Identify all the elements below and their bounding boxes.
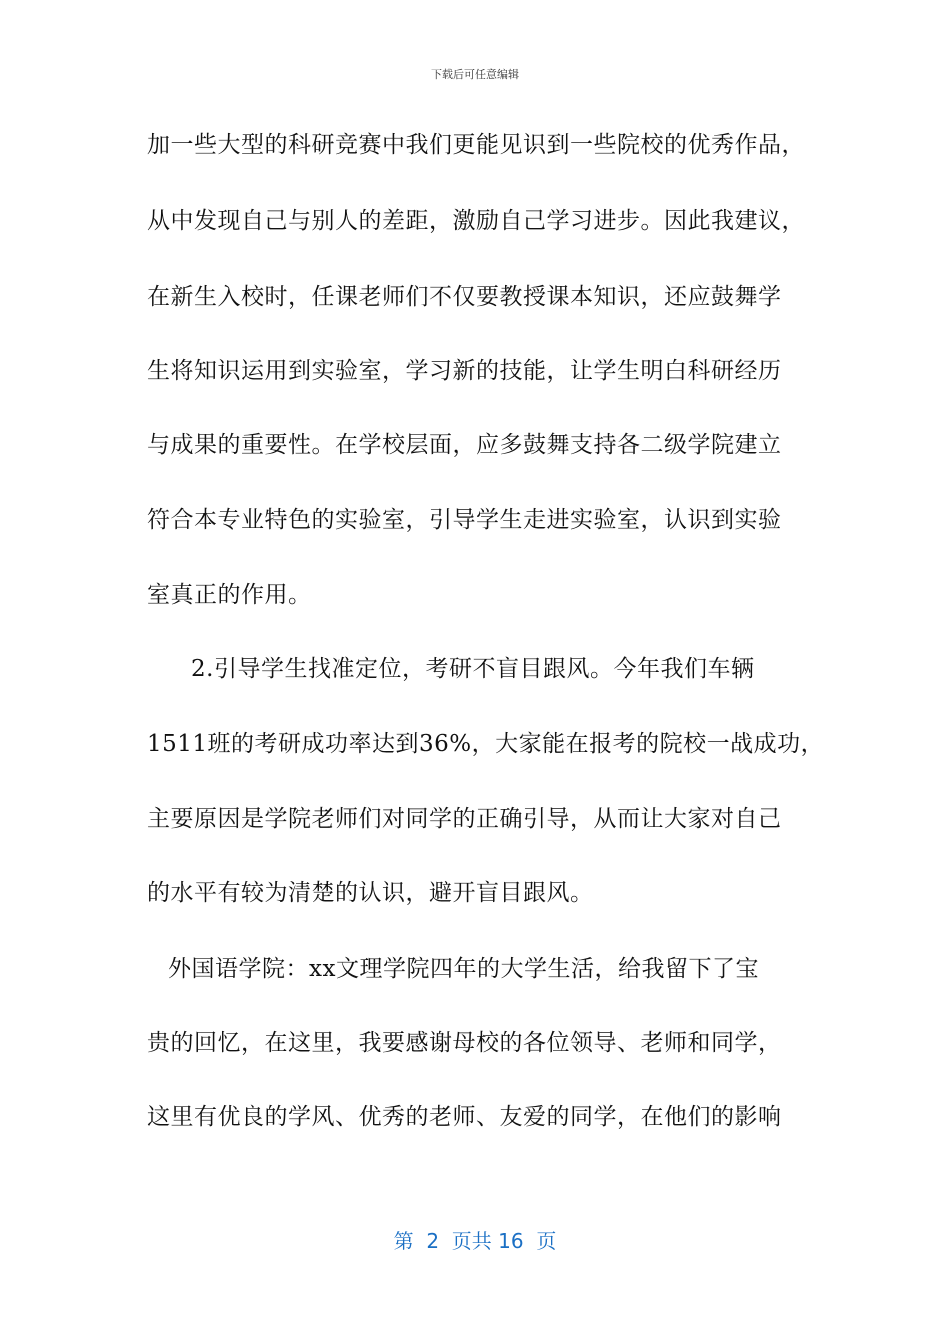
body-line-10: 主要原因是学院老师们对同学的正确引导，从而让大家对自己: [147, 806, 782, 832]
page-header: 下载后可任意编辑: [431, 68, 519, 81]
body-line-1: 加一些大型的科研竞赛中我们更能见识到一些院校的优秀作品，: [147, 132, 805, 158]
body-line-11: 的水平有较为清楚的认识，避开盲目跟风。: [147, 880, 594, 906]
body-line-8: 2.引导学生找准定位，考研不盲目跟风。今年我们车辆: [191, 656, 755, 682]
body-line-4: 生将知识运用到实验室，学习新的技能，让学生明白科研经历: [147, 358, 782, 384]
body-line-13: 贵的回忆，在这里，我要感谢母校的各位领导、老师和同学，: [147, 1030, 782, 1056]
body-line-12: 外国语学院：xx文理学院四年的大学生活，给我留下了宝: [168, 956, 759, 982]
body-line-6: 符合本专业特色的实验室，引导学生走进实验室，认识到实验: [147, 507, 782, 533]
body-line-9: 1511班的考研成功率达到36%，大家能在报考的院校一战成功，: [147, 731, 825, 757]
body-line-14: 这里有优良的学风、优秀的老师、友爱的同学，在他们的影响: [147, 1104, 782, 1130]
body-line-5: 与成果的重要性。在学校层面，应多鼓舞支持各二级学院建立: [147, 432, 782, 458]
body-line-2: 从中发现自己与别人的差距，激励自己学习进步。因此我建议，: [147, 208, 805, 234]
page-number-footer: 第 2 页共 16 页: [393, 1229, 557, 1253]
body-line-7: 室真正的作用。: [147, 582, 312, 608]
body-line-3: 在新生入校时，任课老师们不仅要教授课本知识，还应鼓舞学: [147, 284, 782, 310]
